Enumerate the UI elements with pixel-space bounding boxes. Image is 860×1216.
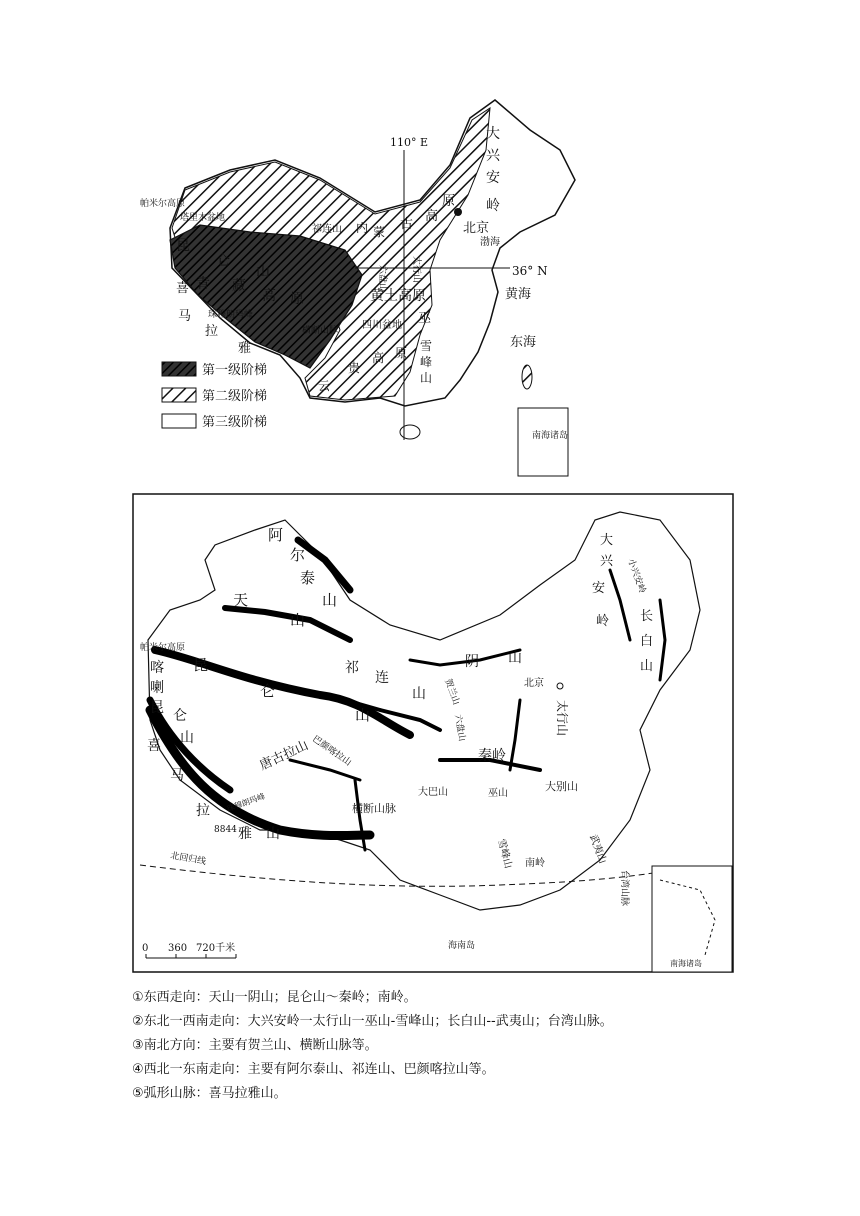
changbai-char-3: 山: [640, 659, 654, 674]
note-2: ②东北一西南走向：大兴安岭一太行山一巫山-雪峰山；长白山--武夷山；台湾山脉。: [132, 1014, 613, 1029]
himalaya2-char-4: 雅: [238, 826, 252, 842]
taihang-label: 太行山: [411, 256, 421, 284]
yinshan-char-1: 阴: [465, 654, 479, 670]
map2-nanhai-inset: [652, 866, 732, 972]
note-5: ⑤弧形山脉：喜马拉雅山。: [132, 1086, 287, 1101]
tianshan-char-1: 天: [233, 591, 249, 609]
karakoram-char-4: 仑: [173, 708, 187, 724]
dxal-char-3: 安: [486, 170, 500, 186]
loess-label: 黄土高原: [370, 288, 426, 304]
legend-label-first: 第一级阶梯: [202, 363, 268, 378]
kunlun-char-2: 仑: [216, 253, 230, 269]
changbai-char-1: 长: [640, 609, 654, 624]
qilian-char-3: 山: [412, 686, 426, 702]
taihang2-label: 太行山: [555, 700, 569, 737]
dabashan-label: 大巴山: [418, 787, 448, 798]
kunlun2-char-3: 山: [355, 706, 371, 724]
xxal-label: 小兴安岭: [625, 557, 647, 595]
liupan-label: 六盘山: [377, 265, 387, 293]
tropic-label: 北回归线: [169, 851, 207, 868]
scale-720: 720千米: [196, 943, 236, 954]
karakoram-char-3: 昆: [150, 700, 164, 716]
yuan-label: 原: [442, 194, 456, 209]
notes-list: [132, 986, 832, 1106]
dxal2-char-3: 安: [592, 581, 606, 596]
yungui-char-1: 云: [318, 379, 331, 393]
sichuan-label: 四川盆地: [362, 320, 402, 331]
dxal2-char-2: 兴: [600, 554, 614, 569]
yungui-char-4: 原: [395, 346, 408, 360]
liupan2-label: 六盘山: [452, 713, 467, 743]
legend-swatch-first: [162, 362, 196, 376]
nanhai-inset-box: [518, 408, 568, 476]
altai-char-4: 山: [322, 591, 338, 609]
nei-label: 内: [356, 221, 369, 235]
hengduan2-label: 横断山脉: [352, 802, 396, 815]
everest2-label: 珠穆朗玛峰: [225, 791, 267, 814]
tarim-label: 塔里木盆地: [180, 213, 226, 223]
yungui-char-2: 贵: [348, 361, 361, 375]
qinling-label: 秦岭: [478, 748, 506, 764]
parallel-label: 36° N: [512, 264, 548, 278]
meridian-label: 110° E: [390, 136, 429, 149]
changbai-char-2: 白: [640, 634, 654, 649]
nanhai2-label: 南海诸岛: [670, 959, 702, 968]
wu-label: 巫: [418, 311, 432, 326]
dxal-char-1: 大: [486, 126, 500, 142]
east-sea-label: 东海: [510, 335, 537, 350]
himalaya-char-2: 拉: [205, 324, 219, 339]
hainan-label: 海南岛: [448, 941, 476, 951]
legend-label-third: 第三级阶梯: [202, 415, 268, 430]
tanggula-label: 唐古拉山: [257, 738, 311, 774]
himalaya-char-3: 雅: [238, 341, 252, 356]
himalaya2-char-2: 马: [170, 768, 184, 784]
terrain-steps-map: [140, 100, 575, 476]
kunlun2-char-1: 昆: [193, 656, 209, 674]
gao-label: 高: [425, 209, 439, 224]
wushan-label: 巫山: [488, 788, 508, 799]
dxal-char-2: 兴: [486, 148, 500, 164]
beijing-dot: [454, 208, 462, 216]
himalaya2-char-3: 拉: [196, 803, 210, 819]
qingzang-char-4: 原: [290, 291, 304, 307]
nanling-label: 南岭: [525, 858, 545, 869]
helan-label: 贺兰山: [442, 677, 461, 707]
hainan-island: [400, 425, 420, 439]
beijing2-label: 北京: [524, 678, 544, 689]
taiwan-label: 台湾山脉: [619, 870, 629, 907]
qingzang-char-1: 青: [196, 276, 210, 292]
qingzang-char-2: 藏: [232, 278, 246, 294]
pamir-label-2: 帕米尔高原: [140, 643, 186, 653]
legend: [162, 362, 267, 430]
everest-label: 珠穆朗玛峰: [208, 310, 254, 320]
menggu-label: 蒙: [373, 225, 386, 239]
karakoram-char-5: 山: [180, 730, 194, 746]
qingzang-char-3: 高: [262, 288, 276, 304]
kunlun2-char-2: 仑: [260, 682, 276, 700]
xuefeng-char-3: 山: [420, 371, 433, 385]
elevation-label: 8844: [214, 825, 237, 835]
wuyi-label: 武夷山: [587, 833, 608, 866]
bohai-label: 渤海: [480, 237, 500, 248]
map2-frame: [133, 494, 733, 972]
qilian-char-1: 祁: [345, 660, 359, 676]
yungui-char-3: 高: [372, 351, 385, 365]
dxal-char-4: 岭: [486, 198, 500, 214]
note-3: ③南北方向：主要有贺兰山、横断山脉等。: [132, 1038, 378, 1053]
himalaya-char-1: 马: [178, 309, 192, 324]
qilian-label: 祁连山: [312, 224, 342, 235]
legend-swatch-third: [162, 414, 196, 428]
xuefeng-char-1: 雪: [420, 339, 433, 353]
mountain-ranges-map: [133, 494, 733, 972]
kunlun-char-3: 山: [256, 264, 270, 280]
dabieshan-label: 大别山: [545, 780, 578, 793]
hengduan-label: 横断山脉: [302, 326, 339, 336]
taiwan-island: [522, 365, 532, 389]
kunlun-char-1: 昆: [176, 238, 190, 254]
gu-label: 古: [400, 217, 414, 232]
legend-swatch-second: [162, 388, 196, 402]
dxal2-char-4: 岭: [596, 614, 610, 629]
dxal2-char-1: 大: [600, 533, 614, 548]
himalaya-char-xi: 喜: [147, 738, 161, 754]
altai-char-3: 泰: [300, 569, 316, 587]
karakoram-char-1: 喀: [150, 660, 164, 676]
xuefeng-char-2: 峰: [420, 355, 433, 369]
karakoram-char-2: 喇: [150, 680, 164, 696]
altai-char-2: 尔: [290, 546, 306, 564]
himalaya2-char-5: 山: [266, 826, 280, 842]
note-1: ①东西走向：天山一阴山；昆仑山～秦岭；南岭。: [132, 990, 417, 1005]
beijing-label: 北京: [463, 221, 490, 236]
pamir-label: 帕米尔高原: [140, 199, 186, 209]
qilian-char-2: 连: [375, 670, 389, 686]
yinshan-char-2: 山: [508, 650, 522, 666]
xi-char: 喜: [176, 281, 190, 296]
scale-0: 0: [142, 943, 149, 954]
nanhai-label: 南海诸岛: [532, 431, 569, 441]
bayan-label: 巴颜喀拉山: [310, 734, 353, 769]
scale-360: 360: [168, 943, 188, 954]
xuefeng2-label: 雪峰山: [495, 837, 514, 870]
note-4: ④西北一东南走向：主要有阿尔泰山、祁连山、巴颜喀拉山等。: [132, 1062, 495, 1077]
tianshan-char-2: 山: [290, 611, 306, 629]
legend-label-second: 第二级阶梯: [202, 389, 268, 404]
yellow-sea-label: 黄海: [505, 287, 532, 302]
altai-char-1: 阿: [268, 526, 284, 544]
